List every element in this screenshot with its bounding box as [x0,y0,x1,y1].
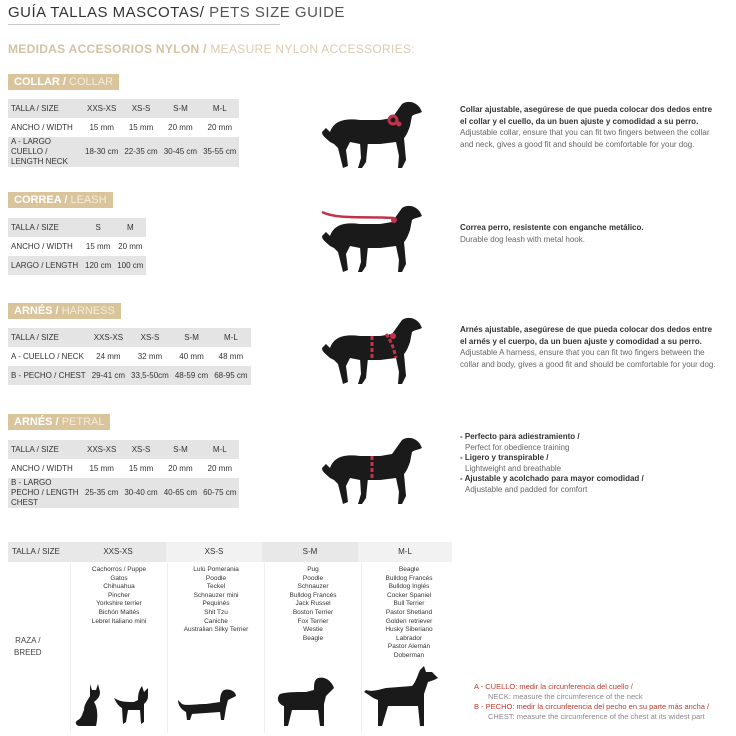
bullet-en: Adjustable and padded for comfort [465,484,588,494]
harness-badge-es: ARNÉS / [14,305,59,317]
bullet-es: - Ajustable y acolchado para mayor comodidad / [460,474,644,483]
table-cell: S-M [172,328,211,347]
breed-item: Chihuahua [103,583,135,591]
table-cell: XS-S [128,328,172,347]
table-cell: 22-35 cm [121,137,160,167]
table-cell: M [114,218,146,237]
table-cell: 15 mm [82,118,121,137]
harness-description [460,324,720,370]
harness-table [8,328,251,385]
breed-item: Beagle [302,634,324,642]
collar-badge-en: COLLAR [69,76,114,88]
breed-item: Teckel [206,583,226,591]
breed-item: Caniche [204,617,228,625]
breed-table-header [8,542,452,562]
table-row [8,328,251,347]
table-cell: 40 mm [172,347,211,366]
table-row [8,347,251,366]
leash-desc-en: Durable dog leash with metal hook. [460,234,585,244]
breed-item: Gatos [110,574,128,582]
leash-badge [8,192,113,208]
breed-item: Jack Russel [295,600,331,608]
breed-item: Bichón Maltés [98,608,140,616]
petral-badge-en: PETRAL [61,416,105,428]
collar-desc-es: Collar ajustable, asegúrese de que pueda colocar dos dedos entre el collar y el cuello, da un buen ajuste y comodidad a su perro. [460,105,713,126]
table-cell: 20 mm [114,237,146,256]
table-cell: 60-75 cm [200,478,239,508]
breed-item: Pastor Shetland [385,608,433,616]
leash-badge-en: LEASH [70,194,107,206]
table-cell: 15 mm [121,118,160,137]
cat-silhouette-icon [72,682,102,728]
table-cell: 15 mm [82,459,121,478]
table-cell: A - CUELLO / NECK [8,347,89,366]
table-cell: 20 mm [200,118,239,137]
breed-item: Lulú Pomerania [193,566,239,573]
bullet-es: - Ligero y transpirable / [460,453,549,462]
table-cell: 29-41 cm [89,366,128,385]
table-row [8,237,146,256]
table-cell: TALLA / SIZE [8,328,89,347]
breed-label-es: RAZA / [15,636,41,645]
table-cell: LARGO / LENGTH [8,256,82,275]
note-chest-es: B - PECHO: medir la circunferencia del pecho en su parte más ancha / [474,702,710,711]
breed-item: Beagle [398,566,420,573]
table-row [8,99,239,118]
breed-size-xxs-xs: XXS-XS [70,542,166,562]
table-cell: M-L [200,99,239,118]
table-cell: XXS-XS [82,440,121,459]
breed-size-xs-s: XS-S [166,542,262,562]
subtitle [8,42,415,56]
subtitle-en: MEASURE NYLON ACCESSORIES: [210,42,415,56]
table-cell: 32 mm [128,347,172,366]
table-cell: S [82,218,114,237]
table-cell: 40-65 cm [161,478,200,508]
bullet-en: Perfect for obedience training [465,442,570,452]
table-cell: ANCHO / WIDTH [8,118,82,137]
table-cell: ANCHO / WIDTH [8,459,82,478]
table-cell: TALLA / SIZE [8,218,82,237]
breed-list [362,563,456,661]
breed-item: Husky Siberiano [385,626,433,634]
table-cell: 33,5-50cm [128,366,172,385]
table-cell: TALLA / SIZE [8,99,82,118]
table-cell: B - PECHO / CHEST [8,366,89,385]
breed-item: Bulldog Francés [385,574,433,582]
measurement-notes [474,682,709,722]
table-cell: ANCHO / WIDTH [8,237,82,256]
table-row [8,366,251,385]
table-cell: 24 mm [89,347,128,366]
dog-leash-silhouette-icon [318,200,426,274]
table-cell: 48-59 cm [172,366,211,385]
breed-item: Lebrel Italiano mini [91,617,147,625]
bullet-es: - Perfecto para adiestramiento / [460,432,580,441]
table-cell: 20 mm [200,459,239,478]
bullet-en: Lightweight and breathable [465,463,562,473]
breed-item: Doberman [393,651,425,659]
breed-list [71,563,167,626]
note-neck-es: A - CUELLO: medir la circunferencia del cuello / [474,682,633,691]
collar-description [460,104,720,150]
table-row [8,478,239,508]
table-cell: 35-55 cm [200,137,239,167]
petral-badge [8,414,110,430]
table-cell: 15 mm [82,237,114,256]
table-cell: TALLA / SIZE [8,440,82,459]
table-row [8,118,239,137]
table-row [8,218,146,237]
breed-item: Pug [307,566,319,573]
breed-item: Bulldog Francés [289,591,337,599]
table-row [8,440,239,459]
breed-label [14,635,42,659]
breed-item: Boston Terrier [292,608,334,616]
table-cell: 20 mm [161,118,200,137]
breed-item: Poodle [302,574,324,582]
table-cell: M-L [211,328,250,347]
table-cell: XS-S [121,440,160,459]
breed-item: Westie [303,626,323,634]
breed-item: Schnauzer [297,583,329,591]
breed-item: Fox Terrier [297,617,329,625]
leash-desc-es: Correa perro, resistente con enganche metálico. [460,223,644,232]
note-neck-en: NECK: measure the circumference of the neck [488,692,643,701]
breed-item: Labrador [395,634,423,642]
table-row [8,459,239,478]
table-cell: 68-95 cm [211,366,250,385]
harness-desc-en: Adjustable A harness, ensure that you can fit two fingers between the collar and body, gives a good fit and should be comfortable for your dog. [460,348,716,369]
chihuahua-silhouette-icon [112,684,154,726]
table-cell: 48 mm [211,347,250,366]
breed-label-en: BREED [14,648,42,657]
page-title [8,4,345,21]
doberman-silhouette-icon [362,664,440,728]
breed-item: Australian Silky Terrier [183,626,249,634]
dachshund-silhouette-icon [176,686,238,724]
petral-badge-es: ARNÉS / [14,416,59,428]
breed-item: Yorkshire terrier [96,600,142,608]
table-cell: S-M [161,99,200,118]
table-cell: 20 mm [161,459,200,478]
title-divider [8,24,280,25]
dog-collar-silhouette-icon [320,98,424,170]
subtitle-es: MEDIDAS ACCESORIOS NYLON / [8,42,207,56]
table-cell: 18-30 cm [82,137,121,167]
table-row [8,137,239,167]
table-cell: B - LARGO PECHO / LENGTH CHEST [8,478,82,508]
table-cell: S-M [161,440,200,459]
petral-table [8,440,239,508]
table-cell: 100 cm [114,256,146,275]
table-cell: 25-35 cm [82,478,121,508]
collar-badge-es: COLLAR / [14,76,66,88]
table-cell: 120 cm [82,256,114,275]
table-cell: XS-S [121,99,160,118]
table-cell: 15 mm [121,459,160,478]
dog-harness-silhouette-icon [320,314,424,386]
harness-badge-en: HARNESS [61,305,115,317]
breed-item: Golden retriever [385,617,433,625]
dog-petral-silhouette-icon [320,434,424,506]
breed-item: Shit Tzu [204,608,228,616]
note-chest-en: CHEST: measure the circumference of the chest at its widest part [488,712,705,721]
breed-item: Schnauzer mini [193,591,239,599]
breed-item: Cachorros / Puppe [91,566,147,573]
breed-item: Poodle [205,574,227,582]
table-cell: 30-45 cm [161,137,200,167]
table-cell: 30-40 cm [121,478,160,508]
collar-desc-en: Adjustable collar, ensure that you can fit two fingers between the collar and neck, gives a good fit and should be comfortable for your dog. [460,128,710,149]
breed-item: Pastor Alemán [387,643,431,651]
collar-badge [8,74,119,90]
breed-item: Cocker Spaniel [386,591,432,599]
leash-description [460,222,720,245]
breed-list [265,563,361,643]
harness-desc-es: Arnés ajustable, asegúrese de que pueda colocar dos dedos entre el arnés y el cuerpo, da un buen ajuste y comodidad a su perro. [460,325,713,346]
harness-badge [8,303,121,319]
breed-item: Bull Terrier [393,600,425,608]
leash-badge-es: CORREA / [14,194,68,206]
title-es: GUÍA TALLAS MASCOTAS/ [8,4,205,21]
breed-item: Bulldog Inglés [388,583,430,591]
schnauzer-silhouette-icon [272,676,336,728]
breed-item: Pincher [107,591,131,599]
table-row [8,256,146,275]
breed-item: Pequinés [202,600,230,608]
table-cell: XXS-XS [89,328,128,347]
breed-list [168,563,264,635]
table-cell: XXS-XS [82,99,121,118]
title-en: PETS SIZE GUIDE [209,4,345,21]
table-cell: A - LARGO CUELLO / LENGTH NECK [8,137,82,167]
breed-size-s-m: S-M [262,542,358,562]
collar-table [8,99,239,167]
breed-size-m-l: M-L [358,542,452,562]
table-cell: M-L [200,440,239,459]
petral-bullets [460,432,644,495]
breed-size-label: TALLA / SIZE [8,542,70,562]
leash-table [8,218,146,275]
